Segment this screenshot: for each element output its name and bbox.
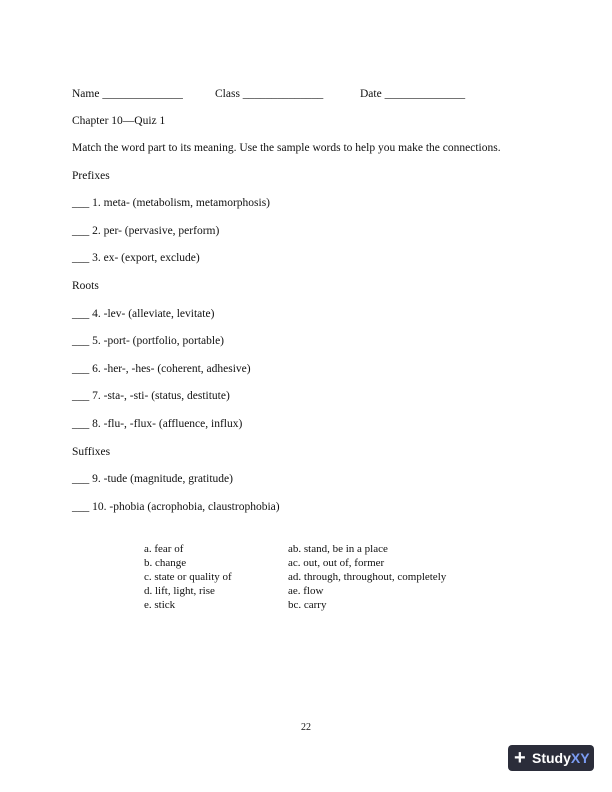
page-number: 22 [301,722,311,733]
section-heading-suffixes: Suffixes [72,446,111,458]
answer-choice: b. change [144,557,187,569]
question-item: ___ 10. -phobia (acrophobia, claustrophobia) [72,501,280,513]
class-field-label: Class ______________ [215,88,324,100]
question-item: ___ 2. per- (pervasive, perform) [72,225,220,237]
question-item: ___ 3. ex- (export, exclude) [72,252,200,264]
section-heading-prefixes: Prefixes [72,170,110,182]
question-item: ___ 5. -port- (portfolio, portable) [72,335,225,347]
answer-choice: a. fear of [144,543,184,555]
plus-icon: + [514,747,526,769]
question-item: ___ 9. -tude (magnitude, gratitude) [72,473,233,485]
answer-choice: ac. out, out of, former [288,557,385,569]
answer-choices-right [288,542,446,612]
answer-choice: e. stick [144,599,176,611]
section-heading-roots: Roots [72,280,99,292]
answer-choice: d. lift, light, rise [144,585,215,597]
logo-text-main: Study [532,750,571,766]
name-field-label: Name ______________ [72,88,183,100]
studyxy-logo[interactable] [508,745,594,771]
answer-choices-left [144,542,232,612]
logo-wordmark [532,750,590,766]
logo-text-accent: XY [570,750,590,766]
quiz-title: Chapter 10—Quiz 1 [72,115,166,127]
answer-choice: bc. carry [288,599,327,611]
answer-choice: ab. stand, be in a place [288,543,388,555]
question-item: ___ 7. -sta-, -sti- (status, destitute) [72,390,230,402]
question-item: ___ 1. meta- (metabolism, metamorphosis) [72,197,271,209]
answer-choice: ad. through, throughout, completely [288,571,447,583]
question-item: ___ 8. -flu-, -flux- (affluence, influx) [72,418,243,430]
date-field-label: Date ______________ [360,88,466,100]
instructions: Match the word part to its meaning. Use the sample words to help you make the connections. [72,142,501,154]
question-item: ___ 6. -her-, -hes- (coherent, adhesive) [72,363,251,375]
answer-choice: c. state or quality of [144,571,232,583]
answer-choice: ae. flow [288,585,324,597]
question-item: ___ 4. -lev- (alleviate, levitate) [72,308,215,320]
